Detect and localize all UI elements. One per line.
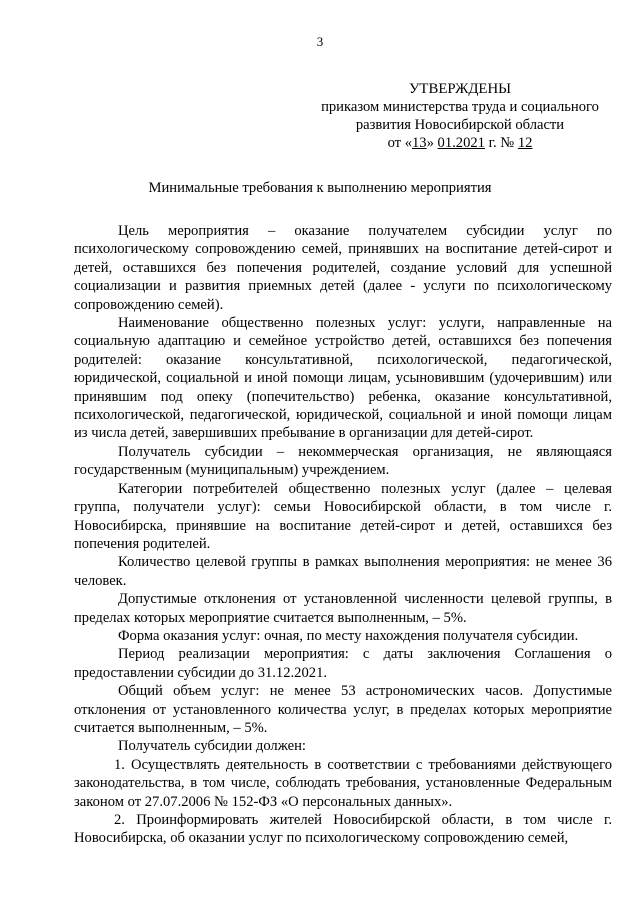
document-body (74, 222, 612, 848)
paragraph-recipient: Получатель субсидии – некоммерческая организация, не являющаяся государственным (муниципальным) учреждением. (74, 443, 612, 479)
paragraph-period: Период реализации мероприятия: с даты заключения Соглашения о предоставлении субсидии до 31.12.2021. (74, 646, 612, 681)
approval-block (300, 80, 620, 152)
paragraph-services-name: Наименование общественно полезных услуг: услуги, направленные на социальную адаптацию и семейное устройство детей, оставшихся без попечения родителей: оказание консультативной, психологической, педагогической, юридической, социальной и иной помощи лицам, усыновившим (удочерившим) или принявшим под опеку (попечительство) ребенка, оказание консультативной, психологической, педагогической, юридической, социальной и иной помощи лицам из числа детей, завершивших пребывание в организации для детей-сирот. (74, 315, 612, 442)
paragraph-obligation-1: 1. Осуществлять деятельность в соответствии с требованиями действующего законодательства, в том числе, соблюдать требования, установленные Федеральным законом от 27.07.2006 № 152-ФЗ «О персональных данных». (74, 756, 612, 810)
date-day: 13 (412, 135, 427, 151)
date-prefix: от « (387, 135, 412, 151)
approval-heading: УТВЕРЖДЕНЫ (408, 81, 512, 97)
paragraph-group-deviation: Допустимые отклонения от установленной численности целевой группы, в пределах которых мероприятие считается выполненным, – 5%. (74, 591, 612, 626)
date-mid: » (426, 135, 438, 151)
date-year-suffix: г. № (484, 135, 518, 151)
paragraph-goal: Цель мероприятия – оказание получателем субсидии услуг по психологическому сопровождению семей, принявших на воспитание детей-сирот и детей, оставшихся без попечения родителей, создание условий для успешной социализации и развития приемных детей (далее - услуги по психологическому сопровождению семей). (74, 223, 612, 313)
paragraph-group-size: Количество целевой группы в рамках выполнения мероприятия: не менее 36 человек. (74, 554, 612, 589)
paragraph-service-form: Форма оказания услуг: очная, по месту нахождения получателя субсидии. (118, 627, 579, 644)
paragraph-target-group: Категории потребителей общественно полезных услуг (далее – целевая группа, получатели услуг): семьи Новосибирской области, в том числе г. Новосибирска, принявшие на воспитание детей-сирот и детей, оставшихся без попечения родителей. (74, 480, 612, 552)
approval-line-2: развития Новосибирской области (355, 117, 565, 133)
order-number: 12 (517, 135, 533, 151)
paragraph-obligation-2: 2. Проинформировать жителей Новосибирской области, в том числе г. Новосибирска, об оказании услуг по психологическому сопровождению семей, (74, 812, 612, 847)
date-month-year: 01.2021 (437, 135, 485, 151)
page-number: 3 (316, 34, 324, 49)
document-title: Минимальные требования к выполнению мероприятия (148, 180, 492, 196)
approval-line-1: приказом министерства труда и социального (321, 99, 599, 115)
paragraph-volume: Общий объем услуг: не менее 53 астрономических часов. Допустимые отклонения от установленного количества услуг, в пределах которых мероприятие считается выполненным, – 5%. (74, 683, 612, 736)
paragraph-obligations-intro: Получатель субсидии должен: (118, 738, 306, 755)
approval-date-line (300, 134, 620, 152)
